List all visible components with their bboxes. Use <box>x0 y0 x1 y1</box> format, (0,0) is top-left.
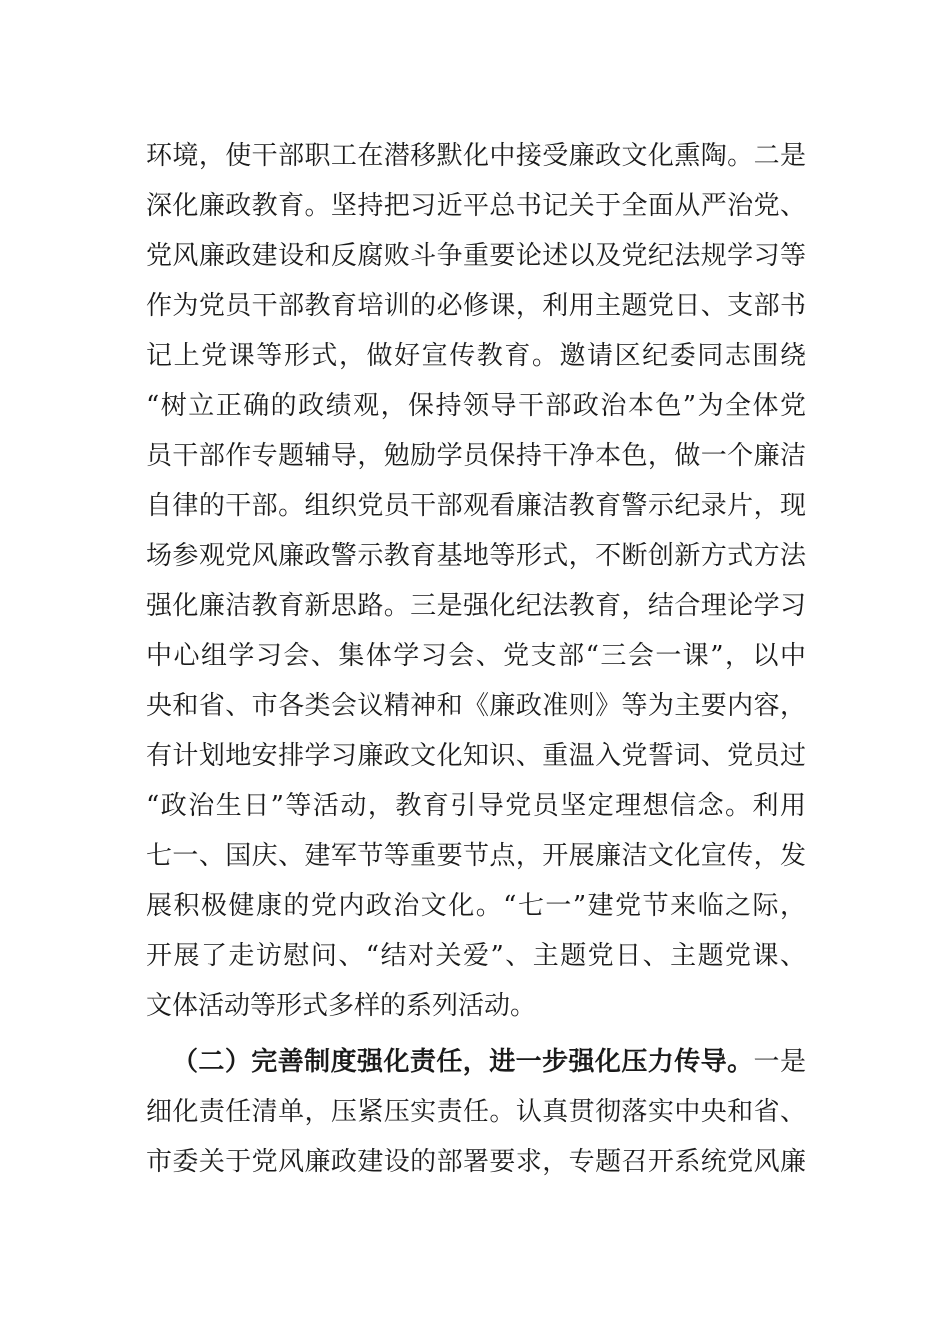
section-heading: （二）完善制度强化责任，进一步强化压力传导。 <box>172 1047 754 1077</box>
body-text-line: 党风廉政建设和反腐败斗争重要论述以及党纪法规学习等 <box>146 241 806 271</box>
body-text-line: 深化廉政教育。坚持把习近平总书记关于全面从严治党、 <box>146 191 806 221</box>
body-text-line: 细化责任清单，压紧压实责任。认真贯彻落实中央和省、 <box>146 1097 806 1127</box>
body-text-line: 环境，使干部职工在潜移默化中接受廉政文化熏陶。二是 <box>146 141 806 171</box>
body-text-line: 展积极健康的党内政治文化。“七一”建党节来临之际， <box>146 891 806 921</box>
heading-line-continuation: 一是 <box>753 1047 806 1077</box>
body-text-line: 中心组学习会、集体学习会、党支部“三会一课”，以中 <box>146 641 806 671</box>
body-text-line: 七一、国庆、建军节等重要节点，开展廉洁文化宣传，发 <box>146 841 806 871</box>
body-text-line: 央和省、市各类会议精神和《廉政准则》等为主要内容， <box>146 691 806 721</box>
body-text-line: 强化廉洁教育新思路。三是强化纪法教育，结合理论学习 <box>146 591 806 621</box>
body-text-line: 自律的干部。组织党员干部观看廉洁教育警示纪录片，现 <box>146 491 806 521</box>
body-text-line: 记上党课等形式，做好宣传教育。邀请区纪委同志围绕 <box>146 341 806 371</box>
body-text-line: 有计划地安排学习廉政文化知识、重温入党誓词、党员过 <box>146 741 806 771</box>
body-text-line: 作为党员干部教育培训的必修课，利用主题党日、支部书 <box>146 291 806 321</box>
body-text-line: 场参观党风廉政警示教育基地等形式，不断创新方式方法 <box>146 541 806 571</box>
body-text-line: 文体活动等形式多样的系列活动。 <box>146 991 537 1021</box>
body-text-line: “树立正确的政绩观，保持领导干部政治本色”为全体党 <box>146 391 806 421</box>
body-text-line: “政治生日”等活动，教育引导党员坚定理想信念。利用 <box>146 791 806 821</box>
section-heading-line <box>172 1042 806 1082</box>
body-text-line: 市委关于党风廉政建设的部署要求，专题召开系统党风廉 <box>146 1147 806 1177</box>
body-text-line: 员干部作专题辅导，勉励学员保持干净本色，做一个廉洁 <box>146 441 806 471</box>
body-text-line: 开展了走访慰问、“结对关爱”、主题党日、主题党课、 <box>146 941 806 971</box>
